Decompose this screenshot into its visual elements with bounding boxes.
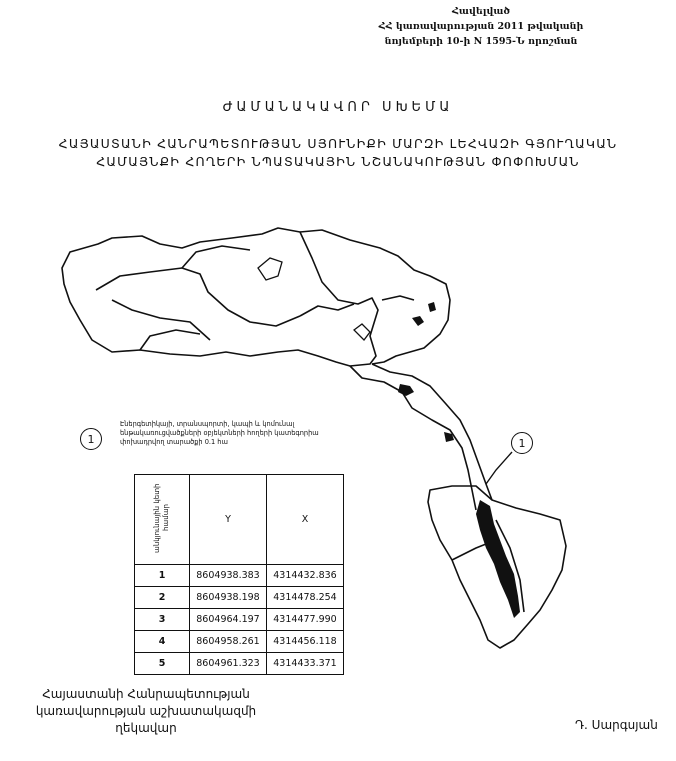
map-inner-boundary-6 [382, 296, 414, 300]
coord-x: 4314433.371 [267, 653, 344, 675]
signatory-line-2: կառավարության աշխատակազմի [35, 704, 257, 718]
header-point-label: անկյունային կետի համար [153, 483, 170, 553]
map-inner-boundary-2 [182, 246, 250, 268]
annex-line-1: Հավելված [451, 6, 511, 17]
legend-marker-left: 1 [80, 428, 102, 450]
map-settlement-4 [428, 302, 436, 312]
map-lake-1 [258, 258, 282, 280]
signatory-line-3: ղեկավար [115, 721, 177, 735]
coord-y: 8604964.197 [190, 609, 267, 631]
map-corridor-inner [372, 364, 492, 500]
map-inner-boundary-1 [96, 268, 300, 326]
header-y: Y [190, 475, 267, 565]
map-marker-leader [486, 452, 512, 484]
table-row [135, 565, 344, 587]
table-row [135, 653, 344, 675]
subtitle-line-1: ՀԱՅԱՍՏԱՆԻ ՀԱՆՐԱՊԵՏՈՒԹՅԱՆ ՍՅՈՒՆԻՔԻ ՄԱՐԶԻ ԼԵՀՎԱԶԻ ԳՅՈՒՂԱԿԱՆ [58, 136, 618, 151]
signatory-name: Դ. Սարգսյան [575, 718, 658, 732]
header-point-number [135, 475, 190, 565]
coord-y: 8604938.383 [190, 565, 267, 587]
annex-line-2: ՀՀ կառավարության 2011 թվականի [378, 21, 584, 32]
map-lake-2 [354, 324, 370, 340]
point-number: 3 [135, 609, 190, 631]
legend-marker-map: 1 [511, 432, 533, 454]
table-row [135, 587, 344, 609]
table-row [135, 631, 344, 653]
subtitle-line-2: ՀԱՄԱՅՆՔԻ ՀՈՂԵՐԻ ՆՊԱՏԱԿԱՅԻՆ ՆՇԱՆԱԿՈՒԹՅԱՆ ՓՈՓՈԽՄԱՆ [96, 154, 580, 169]
coord-x: 4314456.118 [267, 631, 344, 653]
map-settlement-3 [412, 316, 424, 326]
legend-note: Էներգետիկայի, տրանսպորտի, կապի և կոմունալ ենթակառուցվածքների օբյեկտների հողերի կատեգորիա փոխադրվող տարածքի 0.1 հա [120, 420, 319, 446]
map-corridor [350, 366, 476, 510]
coord-x: 4314478.254 [267, 587, 344, 609]
coordinates-table [134, 474, 344, 675]
scheme-title: ԺԱՄԱՆԱԿԱՎՈՐ ՍԽԵՄԱ [222, 100, 454, 115]
point-number: 2 [135, 587, 190, 609]
header-x: X [267, 475, 344, 565]
point-number: 1 [135, 565, 190, 587]
coord-y: 8604938.198 [190, 587, 267, 609]
point-number: 4 [135, 631, 190, 653]
table-header-row [135, 475, 344, 565]
map-inner-boundary-5 [140, 330, 200, 350]
annex-line-3: նոյեմբերի 10-ի N 1595-Ն որոշման [384, 36, 578, 47]
map-settlement-1 [398, 384, 414, 396]
signatory-line-1: Հայաստանի Հանրապետության [42, 687, 250, 701]
map-outline-main [62, 228, 378, 366]
map-inner-boundary-4 [300, 304, 354, 316]
coord-y: 8604961.323 [190, 653, 267, 675]
coord-x: 4314432.836 [267, 565, 344, 587]
coord-x: 4314477.990 [267, 609, 344, 631]
table-row [135, 609, 344, 631]
signatory-title [30, 686, 262, 737]
point-number: 5 [135, 653, 190, 675]
map-outline-east [300, 230, 450, 364]
coord-y: 8604958.261 [190, 631, 267, 653]
